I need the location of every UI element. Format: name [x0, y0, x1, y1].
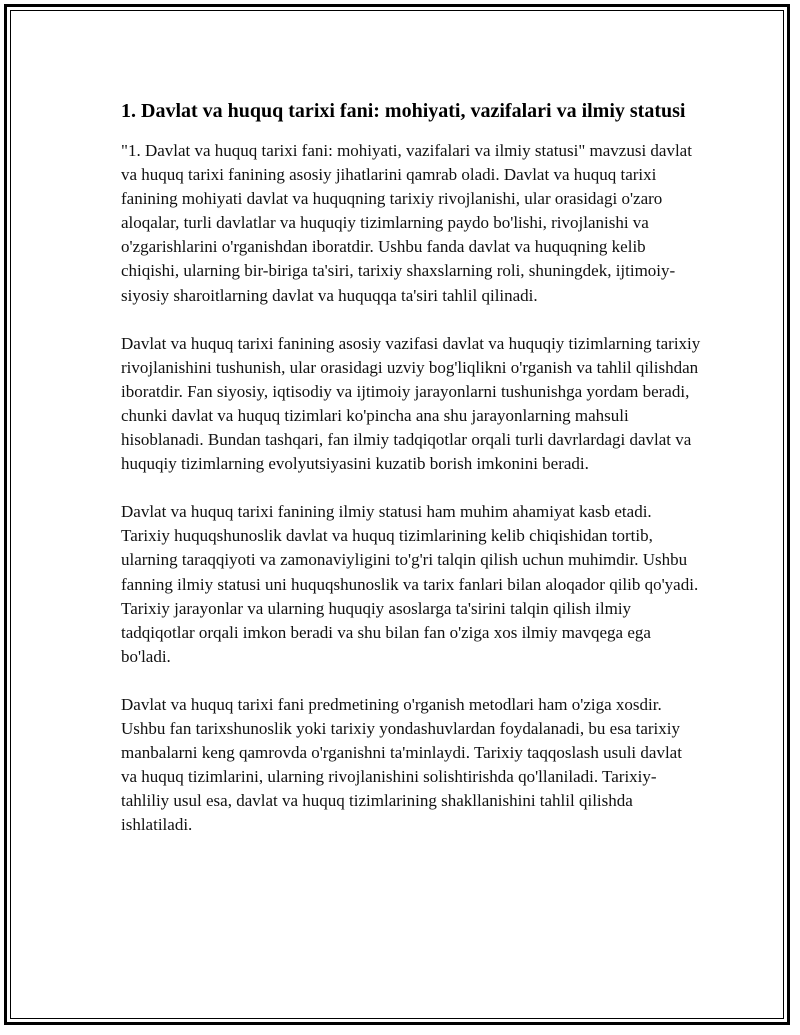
paragraph-4: Davlat va huquq tarixi fani predmetining o'rganish metodlari ham o'ziga xosdir. Ushbu fan tarixshunoslik yoki tarixiy yondashuvlardan foydalanadi, bu esa tarixiy manbalarni keng qamrovda o'rganishni ta'minlaydi. Tarixiy taqqoslash usuli davlat va huquq tizimlarini, ularning rivojlanishini solishtirishda qo'llaniladi. Tarixiy-tahliliy usul esa, davlat va huquq tizimlarining shakllanishini tahlil qilishda ishlatiladi. [121, 694, 682, 835]
document-body [121, 97, 701, 861]
paragraph-3: Davlat va huquq tarixi fanining ilmiy statusi ham muhim ahamiyat kasb etadi. Tarixiy huquqshunoslik davlat va huquq tizimlarining kelib chiqishidan tortib, ularning taraqqiyoti va zamonaviyligini to'g'ri talqin qilish uchun muhimdir. Ushbu fanning ilmiy statusi uni huquqshunoslik va tarix fanlari bilan aloqador qilib qo'yadi. Tarixiy jarayonlar va ularning huquqiy asoslarga ta'sirini talqin qilish ilmiy tadqiqotlar orqali imkon beradi va shu bilan fan o'ziga xos ilmiy mavqega ega bo'ladi. [121, 502, 699, 666]
document-title: 1. Davlat va huquq tarixi fani: mohiyati, vazifalari va ilmiy statusi [121, 100, 686, 122]
paragraph-1: "1. Davlat va huquq tarixi fani: mohiyati, vazifalari va ilmiy statusi" mavzusi davlat va huquq tarixi fanining asosiy jihatlarini qamrab oladi. Davlat va huquq tarixi fanining mohiyati davlat va huquqning tarixiy rivojlanishi, ular orasidagi o'zaro aloqalar, turli davlatlar va huquqiy tizimlarning paydo bo'lishi, rivojlanishi va o'zgarishlarini o'rganishdan iboratdir. Ushbu fanda davlat va huquqning kelib chiqishi, ularning bir-biriga ta'siri, tarixiy shaxslarning roli, shuningdek, ijtimoiy-siyosiy sharoitlarning davlat va huquqqa ta'siri tahlil qilinadi. [121, 141, 692, 305]
page-frame [4, 4, 790, 1025]
paragraph-2: Davlat va huquq tarixi fanining asosiy vazifasi davlat va huquqiy tizimlarning tarixiy rivojlanishini tushunish, ular orasidagi uzviy bog'liqlikni o'rganish va tahlil qilishdan iboratdir. Fan siyosiy, iqtisodiy va ijtimoiy jarayonlarni tushunishga yordam beradi, chunki davlat va huquq tizimlari ko'pincha ana shu jarayonlarning mahsuli hisoblanadi. Bundan tashqari, fan ilmiy tadqiqotlar orqali turli davrlardagi davlat va huquqiy tizimlarning evolyutsiyasini kuzatib borish imkonini beradi. [121, 333, 701, 474]
